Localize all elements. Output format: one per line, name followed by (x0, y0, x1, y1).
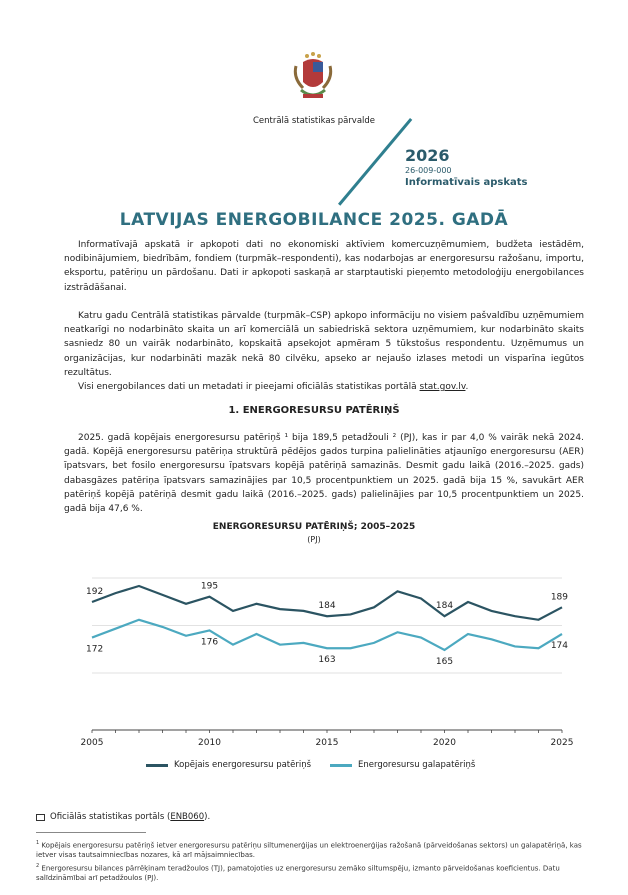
section-paragraph: 2025. gadā kopējais energoresursu patēriņš ¹ bija 189,5 petadžouli ² (PJ), kas ir par 4,0 % vairāk nekā 2024. gadā. Kopējā energoresursu patēriņa struktūrā pēdējos gados turpina palielināties atjaunīgo energoresursu (AER) īpatsvars, bet fosilo energoresursu īpatsvars kopējā patēriņā samazinās. Desmit gadu laikā (2016.–2025. gads) dabasgāzes patēriņa īpatsvars samazinājies par 10,5 procentpunktiem un 2025. gadā bija 15 %, savukārt AER patēriņš kopējā patēriņā desmit gadu laikā (2016.–2025. gads) palielinājies par 10,5 procentpunktiem un 2025. gadā bija 47,6 %. (64, 433, 584, 515)
enb060-link[interactable]: ENB060 (170, 812, 205, 822)
data-label: 165 (435, 657, 454, 667)
x-tick-label: 2025 (550, 738, 574, 748)
portal-reference: Oficiālās statistikas portāls ( ENB060 ). (36, 812, 210, 822)
x-tick-label: 2010 (198, 738, 221, 748)
data-label: 189 (550, 592, 568, 603)
legend-label-final: Energoresursu galapatēriņš (358, 760, 476, 770)
data-label: 174 (550, 641, 568, 651)
legend-swatch-final (330, 764, 352, 767)
data-label: 176 (200, 637, 219, 648)
x-tick-label: 2005 (80, 738, 104, 748)
footnote-divider (36, 832, 146, 833)
intro-paragraph-1: Informatīvajā apskatā ir apkopoti dati no ekonomiski aktīviem komercuzņēmumiem, budžeta iestādēm, nodibinājumiem, biedrībām, fondiem (turpmāk–respondenti), kas nodarbojas ar energoresursu ražošanu, importu, eksportu, patēriņu un pārdošanu. Dati ir apkopoti saskaņā ar starptautiski pieņemto metodoloģiju energobilances izstrādāšanai. (64, 240, 584, 293)
data-label: 192 (86, 587, 104, 597)
data-label: 184 (318, 601, 336, 612)
footnote-2: $^2$ Energoresursu bilances pārrēķinam teradžoulos (TJ), pamatojoties uz energoresursu zemāko siltumspēju, izmanto pārveidošanas koeficientus. Datu salīdzināmībai arī petadžoulos (PJ). (36, 863, 560, 883)
book-icon (36, 814, 45, 821)
legend-item-total (146, 760, 311, 770)
legend-item-final (330, 760, 475, 770)
data-label: 184 (435, 601, 454, 612)
publication-type: Informatīvais apskats (405, 177, 528, 188)
data-label: 195 (200, 581, 219, 592)
stat-portal-link[interactable]: stat.gov.lv (419, 382, 466, 392)
legend-label-total: Kopējais energoresursu patēriņš (174, 760, 312, 770)
legend-swatch-total (146, 764, 168, 767)
publication-code: 26-009-000 (405, 166, 452, 175)
page-title: LATVIJAS ENERGOBILANCE 2025. GADĀ (119, 210, 509, 230)
organization-name: Centrālā statistikas pārvalde (252, 116, 376, 126)
x-tick-label: 2015 (315, 738, 339, 748)
chart-title: ENERGORESURSU PATĒRIŅŠ; 2005–2025 (212, 522, 416, 532)
publication-year: 2026 (405, 146, 450, 165)
footnote-1: $^1$ Kopējais energoresursu patēriņš ietver energoresursu patēriņu siltumenerģijas un elektroenerģijas ražošanā (pārveidošanas sektors) un galapatēriņā, kas ietver visas tautsaimniecības nozares, kā arī mājsaimniecības. (36, 840, 582, 860)
x-tick-label: 2020 (433, 738, 456, 748)
series-line-1 (92, 620, 562, 650)
intro-paragraph-3: Visi energobilances dati un metadati ir pieejami oficiālās statistikas portālā stat.gov.lv. (78, 382, 469, 392)
data-label: 172 (86, 644, 104, 655)
coat-of-arms-logo (293, 48, 333, 110)
data-label: 163 (318, 655, 336, 666)
chart-unit: (PJ) (307, 535, 321, 544)
section-heading: 1. ENERGORESURSU PATĒRIŅŠ (228, 405, 400, 416)
consumption-line-chart (60, 560, 580, 750)
decorative-diagonal-line (338, 118, 412, 206)
intro-paragraph-2: Katru gadu Centrālā statistikas pārvalde (turpmāk–CSP) apkopo informāciju no visiem pašvaldību uzņēmumiem neatkarīgi no nodarbināto skaita un arī komerciālā un sabiedriskā sektora uzņēmumiem, kur nodarbināto skaits sasniedz 80 un vairāk nodarbināto, kopskaitā apsekojot apmēram 5 tūkstošus respondentu. Uzņēmumus un organizācijas, kur nodarbināti mazāk nekā 80 cilvēku, apseko ar nejaušo izlases metodi un visparīna iegūtos rezultātus. (64, 311, 584, 378)
